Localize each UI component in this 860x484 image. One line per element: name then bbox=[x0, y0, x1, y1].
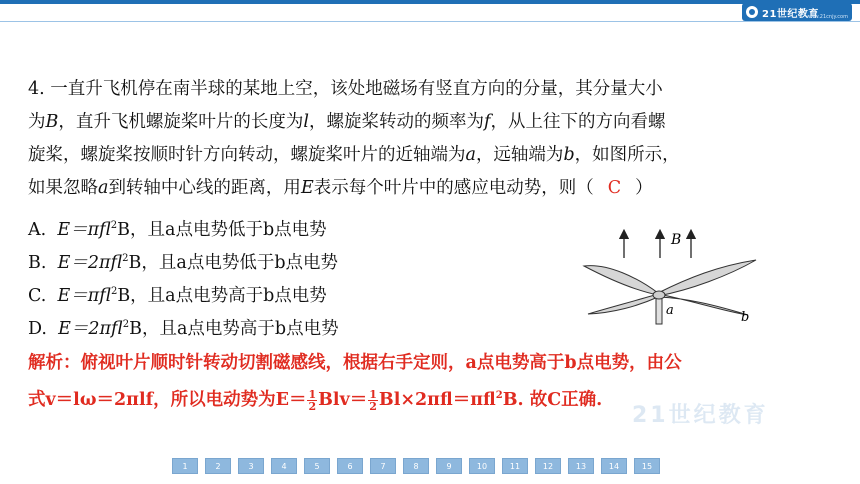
page-button-14[interactable]: 14 bbox=[601, 458, 627, 474]
option-c: C. E＝πfl$^2$B，且a点电势高于b点电势 bbox=[28, 286, 327, 306]
page-button-10[interactable]: 10 bbox=[469, 458, 495, 474]
page-button-7[interactable]: 7 bbox=[370, 458, 396, 474]
option-b: B. E＝2πfl$^2$B，且a点电势低于b点电势 bbox=[28, 253, 339, 273]
page-button-6[interactable]: 6 bbox=[337, 458, 363, 474]
page-button-4[interactable]: 4 bbox=[271, 458, 297, 474]
page-button-2[interactable]: 2 bbox=[205, 458, 231, 474]
page-button-9[interactable]: 9 bbox=[436, 458, 462, 474]
propeller-diagram bbox=[578, 218, 768, 333]
page-button-12[interactable]: 12 bbox=[535, 458, 561, 474]
page-button-1[interactable]: 1 bbox=[172, 458, 198, 474]
page-button-3[interactable]: 3 bbox=[238, 458, 264, 474]
rotor-shaft bbox=[656, 296, 662, 324]
logo-subtext: www.21cnjy.com bbox=[806, 14, 848, 20]
question-line-2: 为B，直升飞机螺旋桨叶片的长度为l，螺旋桨转动的频率为f，从上往下的方向看螺 bbox=[28, 112, 666, 132]
label-b: b bbox=[741, 310, 750, 325]
page-button-13[interactable]: 13 bbox=[568, 458, 594, 474]
watermark-text: 21世纪教育 bbox=[632, 403, 769, 428]
label-a: a bbox=[666, 303, 674, 318]
slide-pager bbox=[172, 458, 660, 474]
top-divider bbox=[0, 21, 860, 22]
rotor-hub bbox=[653, 291, 665, 299]
option-d: D. E＝2πfl$^2$B，且a点电势高于b点电势 bbox=[28, 319, 339, 339]
question-line-4: 如果忽略a到转轴中心线的距离，用E表示每个叶片中的感应电动势，则（ C ） bbox=[28, 178, 653, 198]
answer-mark: C bbox=[607, 178, 622, 198]
propeller-figure bbox=[578, 218, 768, 333]
question-line-3: 旋桨，螺旋桨按顺时针方向转动，螺旋桨叶片的近轴端为a，远轴端为b，如图所示， bbox=[28, 145, 680, 165]
page-button-15[interactable]: 15 bbox=[634, 458, 660, 474]
fraction-half-2: $\frac{1}{2}$ bbox=[369, 388, 377, 413]
page-button-11[interactable]: 11 bbox=[502, 458, 528, 474]
brand-logo bbox=[742, 3, 852, 21]
top-bar bbox=[0, 0, 860, 26]
field-label-B: B bbox=[671, 232, 682, 248]
fraction-half-1: $\frac{1}{2}$ bbox=[308, 388, 317, 413]
page-button-5[interactable]: 5 bbox=[304, 458, 330, 474]
logo-icon bbox=[746, 6, 758, 18]
question-line-1: 4. 一直升飞机停在南半球的某地上空，该处地磁场有竖直方向的分量，其分量大小 bbox=[28, 79, 663, 99]
option-a: A. E＝πfl$^2$B，且a点电势低于b点电势 bbox=[28, 220, 327, 240]
logo-text: 21世纪教育 bbox=[762, 8, 819, 20]
top-stripe bbox=[0, 0, 860, 4]
explanation-line-2: 式v＝lω＝2πlf，所以电动势为E＝ $\frac{1}{2}$ Blv＝ $\frac{1}{2}$ Bl×2πfl＝πfl$^2$B. 故C正确. bbox=[28, 388, 603, 413]
page-button-8[interactable]: 8 bbox=[403, 458, 429, 474]
explanation-line-1: 解析：俯视叶片顺时针转动切割磁感线，根据右手定则，a点电势高于b点电势，由公 bbox=[28, 353, 682, 373]
